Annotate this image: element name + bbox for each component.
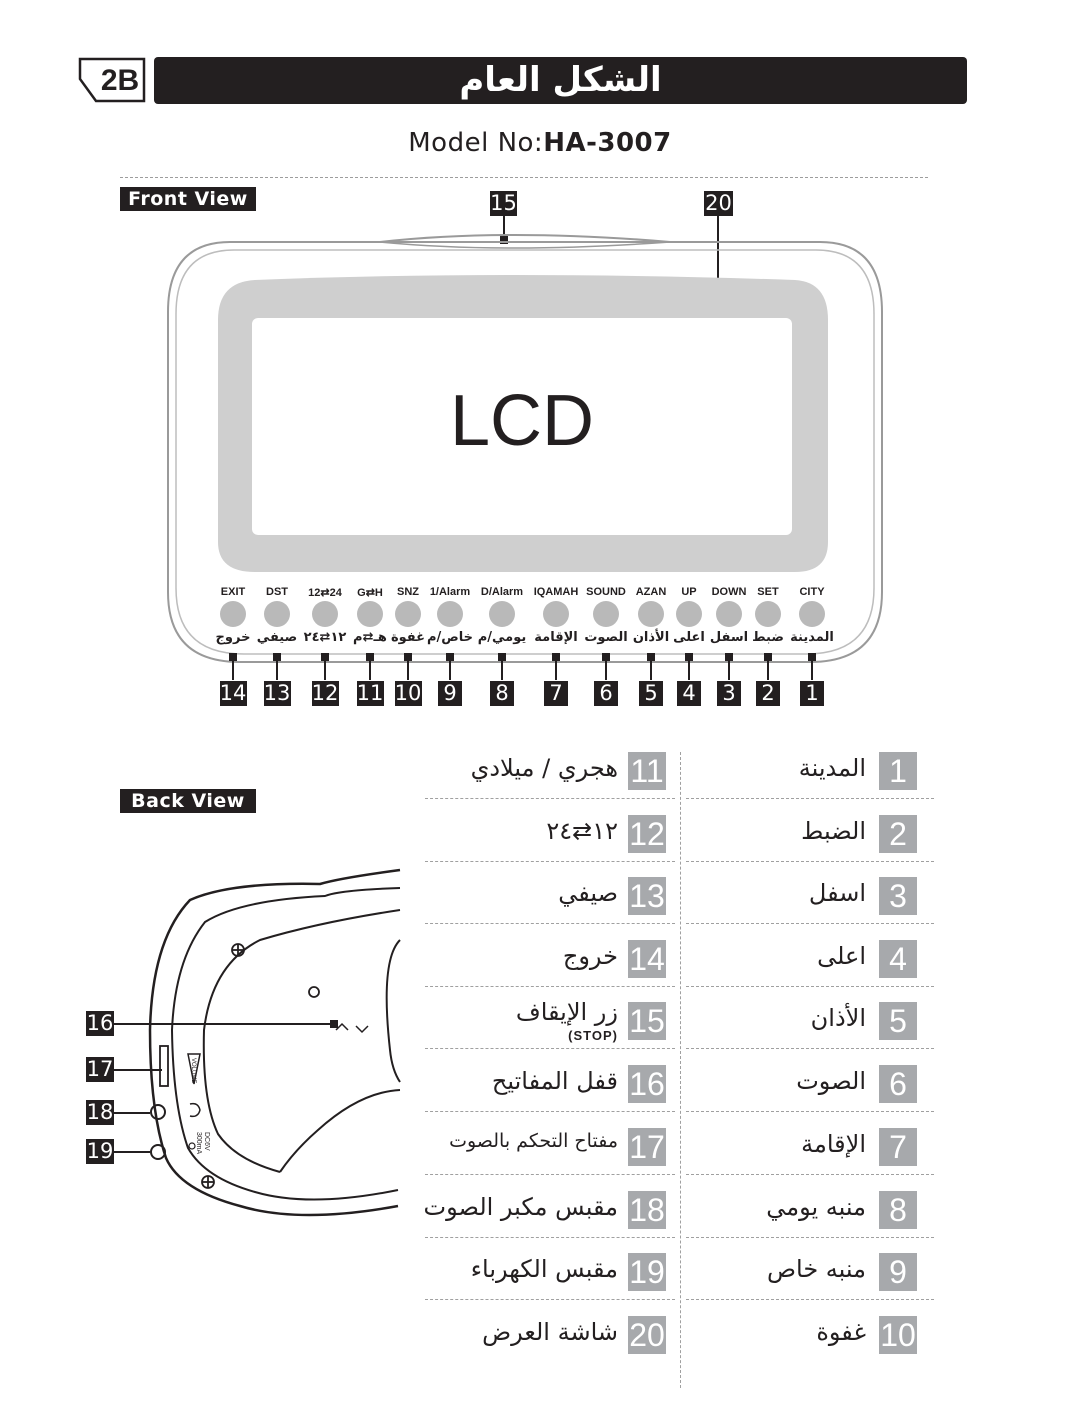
button-label-ar: اسفل [709,630,749,645]
legend-divider [425,1237,675,1238]
legend-divider [425,923,675,924]
model-number [330,128,750,158]
button-label-ar: هـ⇄م [353,630,387,645]
legend-text: صيفي [558,879,618,907]
button-label-ar: الإقامة [534,630,578,645]
legend-divider [425,1048,675,1049]
dc-label: DC6V [203,1132,210,1151]
legend-text: منبه يومي [766,1193,866,1221]
button-label-en: DOWN [711,586,747,598]
legend-divider [425,986,675,987]
button-callout-stem [767,660,769,680]
button-callout-number: 9 [438,681,462,706]
legend-divider [425,798,675,799]
button-label-en: CITY [799,586,825,598]
legend-divider [425,861,675,862]
callout-16: 16 [86,1011,114,1035]
lcd-screen-label: LCD [449,381,595,461]
button-callout-stem [811,660,813,680]
button-label-en: G⇄H [357,587,383,599]
legend-divider [425,1111,675,1112]
front-button[interactable] [489,601,515,627]
legend-number: 8 [879,1191,917,1229]
legend-number: 20 [629,1317,665,1353]
page-title: الشكل العام [459,60,662,100]
legend-text: المدينة [798,754,866,782]
legend-number: 9 [879,1253,917,1291]
legend-number: 1 [879,752,917,790]
legend-divider [425,1299,675,1300]
legend-divider [686,1048,934,1049]
button-callout-number: 13 [263,681,291,705]
legend-number: 18 [629,1192,665,1228]
legend-text: شاشة العرض [482,1318,618,1346]
button-label-ar: ١٢⇄٢٤ [303,630,347,645]
button-label-ar: المدينة [790,630,834,645]
button-callout-number: 7 [544,681,568,706]
callout-17-line [114,1069,162,1071]
legend-text: مقبس مكبر الصوت [423,1193,618,1221]
header-divider [120,177,928,178]
legend-divider [686,1299,934,1300]
legend-text: الإقامة [801,1130,866,1158]
button-callout-stem [276,660,278,680]
model-prefix: Model No: [408,128,544,158]
button-callout-number: 5 [639,681,663,706]
legend-number: 13 [629,878,665,914]
front-button[interactable] [755,601,781,627]
legend-text: اسفل [808,879,866,907]
legend-number: 12 [629,816,665,852]
button-callout-number: 14 [219,681,247,705]
button-label-ar: خروج [215,630,251,645]
button-label-en: SET [757,586,779,598]
legend-column-divider [680,752,681,1388]
front-button[interactable] [437,601,463,627]
front-view-label: Front View [120,187,256,211]
button-callout-stem [605,660,607,680]
button-callout-stem [555,660,557,680]
button-callout-stem [449,660,451,680]
legend-number: 3 [879,877,917,915]
button-label-en: IQAMAH [533,586,579,598]
callout-16-line [114,1023,334,1025]
front-button[interactable] [264,601,290,627]
legend-divider [686,1111,934,1112]
callout-20: 20 [705,191,732,215]
button-label-ar: ضبط [752,630,784,645]
button-label-ar: الصوت [584,630,628,645]
front-button[interactable] [312,601,338,627]
legend-text: مفتاح التحكم بالصوت [449,1130,618,1152]
front-button[interactable] [357,601,383,627]
front-button[interactable] [799,601,825,627]
button-label-en: 1/Alarm [429,586,471,598]
legend-number: 15 [629,1003,665,1039]
button-label-ar: الأذان [632,630,670,645]
button-label-en: EXIT [220,586,246,598]
button-label-ar: يومي/م [477,630,527,645]
button-callout-number: 4 [677,681,701,706]
legend-text: الأذان [810,1004,866,1032]
volume-label: VOLUME [190,1058,196,1084]
callout-18-line [114,1112,150,1114]
front-button[interactable] [543,601,569,627]
callout-17: 17 [86,1057,114,1081]
callout-15: 15 [490,191,517,215]
legend-number: 10 [880,1317,916,1353]
front-button[interactable] [638,601,664,627]
button-label-en: DST [266,586,288,598]
legend-number: 6 [879,1065,917,1103]
button-label-en: D/Alarm [480,586,524,598]
button-callout-stem [407,660,409,680]
front-button[interactable] [395,601,421,627]
button-callout-stem [232,660,234,680]
back-view-label: Back View [120,789,256,813]
page-code: 2B [100,64,140,97]
legend-number: 4 [879,940,917,978]
front-button[interactable] [676,601,702,627]
button-label-en: AZAN [635,586,667,598]
button-callout-number: 6 [594,681,618,706]
device-back-drawing [80,860,410,1250]
button-callout-number: 12 [311,681,339,705]
legend-divider [686,1237,934,1238]
legend-text: ١٢⇄٢٤ [546,817,618,845]
legend-text: قفل المفاتيح [491,1067,618,1095]
button-callout-stem [728,660,730,680]
legend-text: زر الإيقاف [515,998,618,1026]
legend-divider [686,798,934,799]
legend-text: هجري / ميلادي [470,754,618,782]
button-callout-stem [324,660,326,680]
callout-16-dot [330,1020,338,1028]
button-label-en: 12⇄24 [308,587,342,599]
ma-label: 300mA [195,1132,202,1155]
button-callout-stem [501,660,503,680]
button-label-ar: صيفي [256,630,298,645]
button-label-en: SNZ [397,586,419,598]
legend-number: 11 [628,752,666,790]
legend-number: 19 [629,1254,665,1290]
model-value: HA-3007 [543,128,672,158]
legend-text: الصوت [796,1067,866,1095]
legend-number: 5 [879,1002,917,1040]
legend-text: خروج [562,942,618,970]
callout-19-line [114,1151,150,1153]
button-callout-stem [369,660,371,680]
legend-text: الضبط [801,817,866,845]
button-label-ar: اعلى [673,630,705,645]
legend-text: مقبس الكهرباء [470,1255,618,1283]
legend-number: 17 [629,1129,665,1165]
legend-subtext: (STOP) [568,1028,618,1043]
button-callout-number: 10 [394,681,422,705]
legend-divider [686,923,934,924]
button-callout-number: 3 [717,681,741,706]
legend-text: اعلى [817,942,866,970]
button-callout-number: 11 [356,681,384,705]
button-label-en: UP [681,586,697,598]
button-label-ar: غفوة [390,630,426,645]
legend-text: منبه خاص [767,1255,866,1283]
legend-divider [686,861,934,862]
front-button[interactable] [220,601,246,627]
legend-divider [425,1174,675,1175]
button-callout-stem [650,660,652,680]
front-button[interactable] [593,601,619,627]
button-callout-number: 1 [800,681,824,706]
callout-18: 18 [86,1100,114,1124]
legend-text: غفوة [816,1318,866,1346]
button-label-en: SOUND [586,586,626,598]
legend-divider [686,986,934,987]
button-callout-number: 8 [490,681,514,706]
legend-number: 14 [629,941,665,977]
legend-number: 2 [879,815,917,853]
legend-number: 16 [629,1066,665,1102]
button-callout-number: 2 [756,681,780,706]
legend-number: 7 [879,1128,917,1166]
callout-19: 19 [86,1139,114,1163]
button-label-ar: خاص/م [426,630,473,645]
front-button[interactable] [716,601,742,627]
legend-divider [686,1174,934,1175]
button-callout-stem [688,660,690,680]
